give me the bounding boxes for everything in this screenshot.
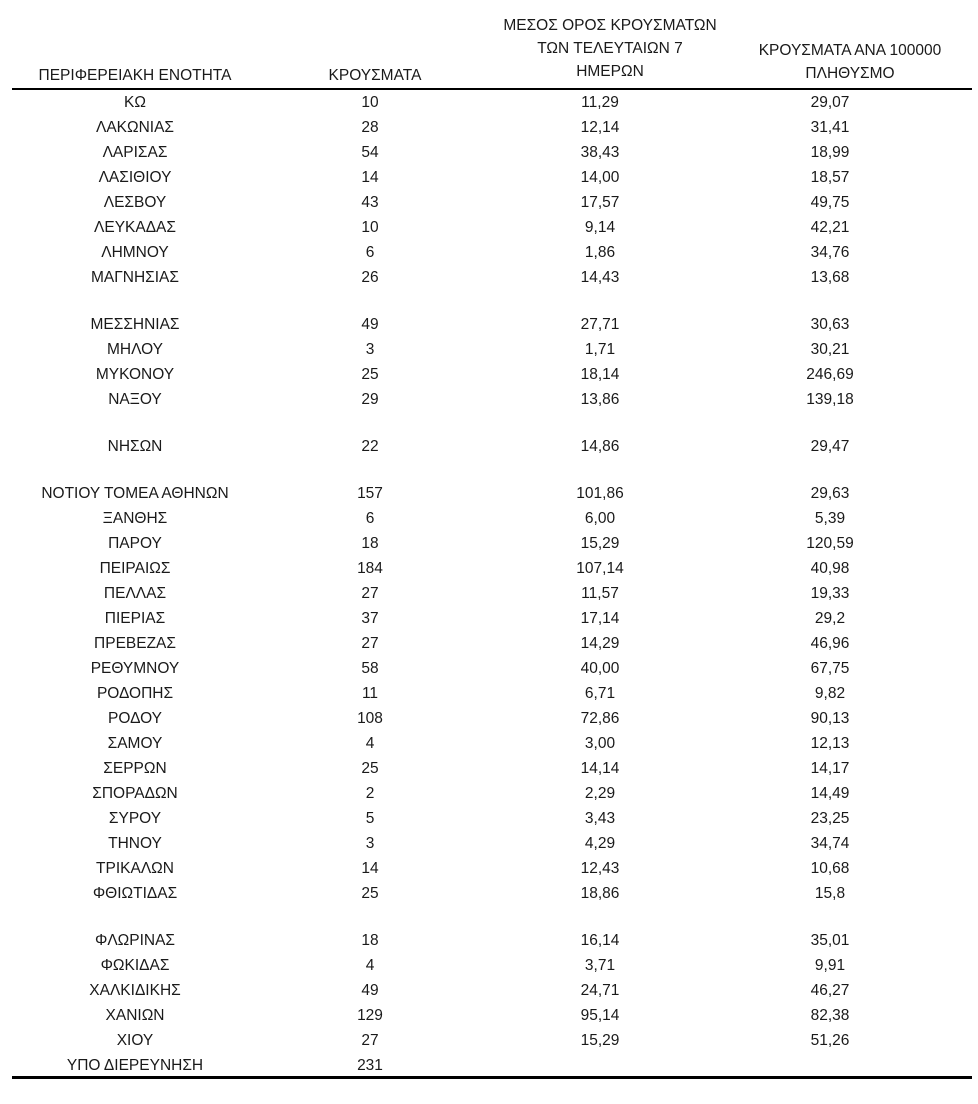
cell-per100k: 49,75 [810, 194, 850, 211]
cell-region: ΣΥΡΟΥ [108, 810, 162, 827]
cell-avg7: 14,43 [580, 269, 620, 286]
table-row [0, 978, 978, 1003]
cell-avg7: 9,14 [584, 219, 616, 236]
cell-avg7: 13,86 [580, 391, 620, 408]
bottom-rule [12, 1076, 972, 1079]
table-row [0, 581, 978, 606]
header-avg7 [470, 14, 750, 83]
table-row [0, 756, 978, 781]
cell-cases: 184 [357, 560, 383, 577]
header-region-label: ΠΕΡΙΦΕΡΕΙΑΚΗ ΕΝΟΤΗΤΑ [38, 67, 232, 84]
table-row [0, 506, 978, 531]
table-row [0, 337, 978, 362]
cell-region: ΤΗΝΟΥ [108, 835, 162, 852]
table-row [0, 953, 978, 978]
cell-region: ΥΠΟ ΔΙΕΡΕΥΝΗΣΗ [66, 1057, 204, 1074]
table-row [0, 362, 978, 387]
table-row [0, 881, 978, 906]
cell-cases: 43 [361, 194, 379, 211]
cell-region: ΡΕΘΥΜΝΟΥ [90, 660, 180, 677]
cell-per100k: 82,38 [810, 1007, 850, 1024]
header-per100k [730, 39, 970, 85]
cell-cases: 29 [361, 391, 379, 408]
cell-region: ΞΑΝΘΗΣ [102, 510, 168, 527]
header-per100k-line2: ΠΛΗΘΥΣΜΟ [805, 65, 895, 82]
cell-region: ΝΑΞΟΥ [108, 391, 162, 408]
cell-region: ΣΕΡΡΩΝ [103, 760, 167, 777]
cell-cases: 6 [365, 510, 375, 527]
cell-avg7: 72,86 [580, 710, 620, 727]
header-avg7-line2: ΤΩΝ ΤΕΛΕΥΤΑΙΩΝ 7 [537, 40, 683, 57]
cell-per100k [720, 1053, 940, 1078]
cell-per100k: 10,68 [810, 860, 850, 877]
table-row [0, 706, 978, 731]
cell-per100k: 29,07 [810, 94, 850, 111]
cell-per100k: 34,74 [810, 835, 850, 852]
cell-region: ΠΡΕΒΕΖΑΣ [94, 635, 176, 652]
cell-per100k: 30,63 [810, 316, 850, 333]
cell-avg7 [470, 1053, 730, 1078]
cell-region: ΜΕΣΣΗΝΙΑΣ [90, 316, 180, 333]
cell-cases: 25 [361, 760, 379, 777]
table-row [0, 731, 978, 756]
table-row [0, 115, 978, 140]
cell-region: ΣΑΜΟΥ [107, 735, 163, 752]
cell-region: ΛΕΣΒΟΥ [103, 194, 167, 211]
cell-avg7: 4,29 [584, 835, 616, 852]
table-row [0, 1003, 978, 1028]
cell-cases: 49 [361, 316, 379, 333]
table-row [0, 1028, 978, 1053]
cell-cases: 49 [361, 982, 379, 999]
cell-avg7: 15,29 [580, 535, 620, 552]
cell-region: ΠΕΙΡΑΙΩΣ [99, 560, 171, 577]
table-row [0, 681, 978, 706]
cell-region: ΜΗΛΟΥ [106, 341, 164, 358]
table-row [0, 831, 978, 856]
cell-per100k: 29,63 [810, 485, 850, 502]
cell-cases: 4 [365, 957, 375, 974]
header-per100k-line1: ΚΡΟΥΣΜΑΤΑ ΑΝΑ 100000 [758, 42, 942, 59]
cell-avg7: 12,43 [580, 860, 620, 877]
table-row [0, 312, 978, 337]
cell-per100k: 15,8 [814, 885, 846, 902]
cell-per100k: 46,27 [810, 982, 850, 999]
cell-cases: 28 [361, 119, 379, 136]
table-row [0, 90, 978, 115]
cell-avg7: 3,71 [584, 957, 616, 974]
cell-avg7: 14,29 [580, 635, 620, 652]
cell-cases: 37 [361, 610, 379, 627]
cell-region: ΜΥΚΟΝΟΥ [95, 366, 175, 383]
cell-region: ΛΑΣΙΘΙΟΥ [98, 169, 172, 186]
cell-cases: 11 [361, 685, 379, 702]
table-row [0, 190, 978, 215]
cell-per100k: 13,68 [810, 269, 850, 286]
cell-avg7: 16,14 [580, 932, 620, 949]
cell-region: ΡΟΔΟΠΗΣ [96, 685, 174, 702]
cell-avg7: 18,86 [580, 885, 620, 902]
cell-per100k: 23,25 [810, 810, 850, 827]
cell-per100k: 29,2 [814, 610, 846, 627]
cell-region: ΝΟΤΙΟΥ ΤΟΜΕΑ ΑΘΗΝΩΝ [41, 485, 229, 502]
cell-avg7: 3,43 [584, 810, 616, 827]
cell-cases: 58 [361, 660, 379, 677]
cell-avg7: 27,71 [580, 316, 620, 333]
cell-per100k: 14,17 [810, 760, 850, 777]
cell-per100k: 9,82 [814, 685, 846, 702]
cell-region: ΧΑΝΙΩΝ [105, 1007, 165, 1024]
cell-per100k: 42,21 [810, 219, 850, 236]
cell-region: ΝΗΣΩΝ [107, 438, 163, 455]
cell-avg7: 107,14 [576, 560, 624, 577]
cell-per100k: 40,98 [810, 560, 850, 577]
cell-cases: 231 [357, 1057, 383, 1074]
cell-per100k: 139,18 [806, 391, 854, 408]
cell-avg7: 18,14 [580, 366, 620, 383]
table-row [0, 606, 978, 631]
cell-cases: 4 [365, 735, 375, 752]
cell-cases: 14 [361, 860, 379, 877]
table-row [0, 434, 978, 459]
cell-cases: 3 [365, 835, 375, 852]
cell-avg7: 38,43 [580, 144, 620, 161]
table-row [0, 781, 978, 806]
table-row [0, 140, 978, 165]
cell-per100k: 18,57 [810, 169, 850, 186]
cell-avg7: 14,86 [580, 438, 620, 455]
cell-per100k: 34,76 [810, 244, 850, 261]
cell-avg7: 1,71 [584, 341, 616, 358]
cell-region: ΛΕΥΚΑΔΑΣ [94, 219, 176, 236]
cell-avg7: 11,57 [581, 585, 619, 602]
cell-region: ΠΕΛΛΑΣ [103, 585, 167, 602]
table-row [0, 928, 978, 953]
cell-region: ΦΘΙΩΤΙΔΑΣ [92, 885, 178, 902]
cell-avg7: 6,71 [584, 685, 616, 702]
table-row [0, 265, 978, 290]
cell-region: ΠΑΡΟΥ [108, 535, 162, 552]
cell-avg7: 17,57 [580, 194, 620, 211]
cell-avg7: 101,86 [576, 485, 624, 502]
cell-avg7: 3,00 [584, 735, 616, 752]
cell-cases: 18 [361, 535, 379, 552]
cell-avg7: 11,29 [581, 94, 619, 111]
cell-per100k: 67,75 [810, 660, 850, 677]
cell-per100k: 46,96 [810, 635, 850, 652]
cell-region: ΤΡΙΚΑΛΩΝ [96, 860, 174, 877]
table-row [0, 656, 978, 681]
cell-cases: 157 [357, 485, 383, 502]
table-row [0, 531, 978, 556]
table-row [0, 240, 978, 265]
cell-cases: 18 [361, 932, 379, 949]
cell-region: ΣΠΟΡΑΔΩΝ [92, 785, 178, 802]
cell-per100k: 9,91 [814, 957, 846, 974]
cell-avg7: 14,00 [580, 169, 620, 186]
cell-region: ΚΩ [124, 94, 146, 111]
cell-per100k: 30,21 [810, 341, 850, 358]
cell-cases: 25 [361, 366, 379, 383]
cell-avg7: 24,71 [580, 982, 620, 999]
cell-region: ΛΑΡΙΣΑΣ [102, 144, 168, 161]
cell-per100k: 14,49 [810, 785, 850, 802]
cell-per100k: 51,26 [810, 1032, 850, 1049]
cell-region: ΦΩΚΙΔΑΣ [100, 957, 170, 974]
cell-per100k: 90,13 [810, 710, 850, 727]
cell-cases: 25 [361, 885, 379, 902]
table-row [0, 215, 978, 240]
cell-avg7: 17,14 [580, 610, 620, 627]
cell-per100k: 31,41 [810, 119, 850, 136]
table-row [0, 806, 978, 831]
cell-region: ΠΙΕΡΙΑΣ [104, 610, 166, 627]
header-avg7-line3: ΗΜΕΡΩΝ [576, 63, 644, 80]
table-row [0, 856, 978, 881]
table-row [0, 1053, 978, 1078]
cell-cases: 14 [361, 169, 379, 186]
cell-cases: 108 [357, 710, 383, 727]
table-row [0, 481, 978, 506]
cell-avg7: 40,00 [580, 660, 620, 677]
cell-region: ΛΑΚΩΝΙΑΣ [95, 119, 175, 136]
cell-avg7: 15,29 [580, 1032, 620, 1049]
cell-per100k: 29,47 [810, 438, 850, 455]
cell-per100k: 12,13 [810, 735, 850, 752]
cell-per100k: 19,33 [810, 585, 850, 602]
cell-cases: 6 [365, 244, 375, 261]
table-row [0, 165, 978, 190]
table-row [0, 387, 978, 412]
cell-cases: 22 [361, 438, 379, 455]
cell-avg7: 14,14 [580, 760, 620, 777]
header-region [20, 64, 250, 87]
cell-per100k: 35,01 [810, 932, 850, 949]
cell-per100k: 5,39 [814, 510, 846, 527]
cell-avg7: 1,86 [584, 244, 616, 261]
cell-avg7: 6,00 [584, 510, 616, 527]
header-avg7-line1: ΜΕΣΟΣ ΟΡΟΣ ΚΡΟΥΣΜΑΤΩΝ [503, 17, 717, 34]
cell-per100k: 18,99 [810, 144, 850, 161]
cell-cases: 27 [361, 1032, 379, 1049]
cell-region: ΛΗΜΝΟΥ [101, 244, 169, 261]
cell-region: ΜΑΓΝΗΣΙΑΣ [91, 269, 179, 286]
cell-cases: 54 [361, 144, 379, 161]
cell-cases: 5 [365, 810, 375, 827]
cell-avg7: 95,14 [580, 1007, 620, 1024]
cell-region: ΡΟΔΟΥ [108, 710, 162, 727]
cell-avg7: 2,29 [584, 785, 616, 802]
cell-avg7: 12,14 [580, 119, 620, 136]
header-cases-label: ΚΡΟΥΣΜΑΤΑ [328, 67, 422, 84]
cell-cases: 27 [361, 585, 379, 602]
table-row [0, 556, 978, 581]
cell-cases: 10 [361, 94, 379, 111]
table-row [0, 631, 978, 656]
cell-region: ΦΛΩΡΙΝΑΣ [94, 932, 176, 949]
cell-cases: 26 [361, 269, 379, 286]
cell-per100k: 246,69 [806, 366, 854, 383]
cell-region: ΧΙΟΥ [116, 1032, 154, 1049]
header-cases [300, 64, 450, 87]
cell-cases: 129 [357, 1007, 383, 1024]
cell-cases: 10 [361, 219, 379, 236]
cell-cases: 27 [361, 635, 379, 652]
cell-per100k: 120,59 [806, 535, 854, 552]
cell-region: ΧΑΛΚΙΔΙΚΗΣ [89, 982, 181, 999]
cell-cases: 2 [365, 785, 375, 802]
cell-cases: 3 [365, 341, 375, 358]
